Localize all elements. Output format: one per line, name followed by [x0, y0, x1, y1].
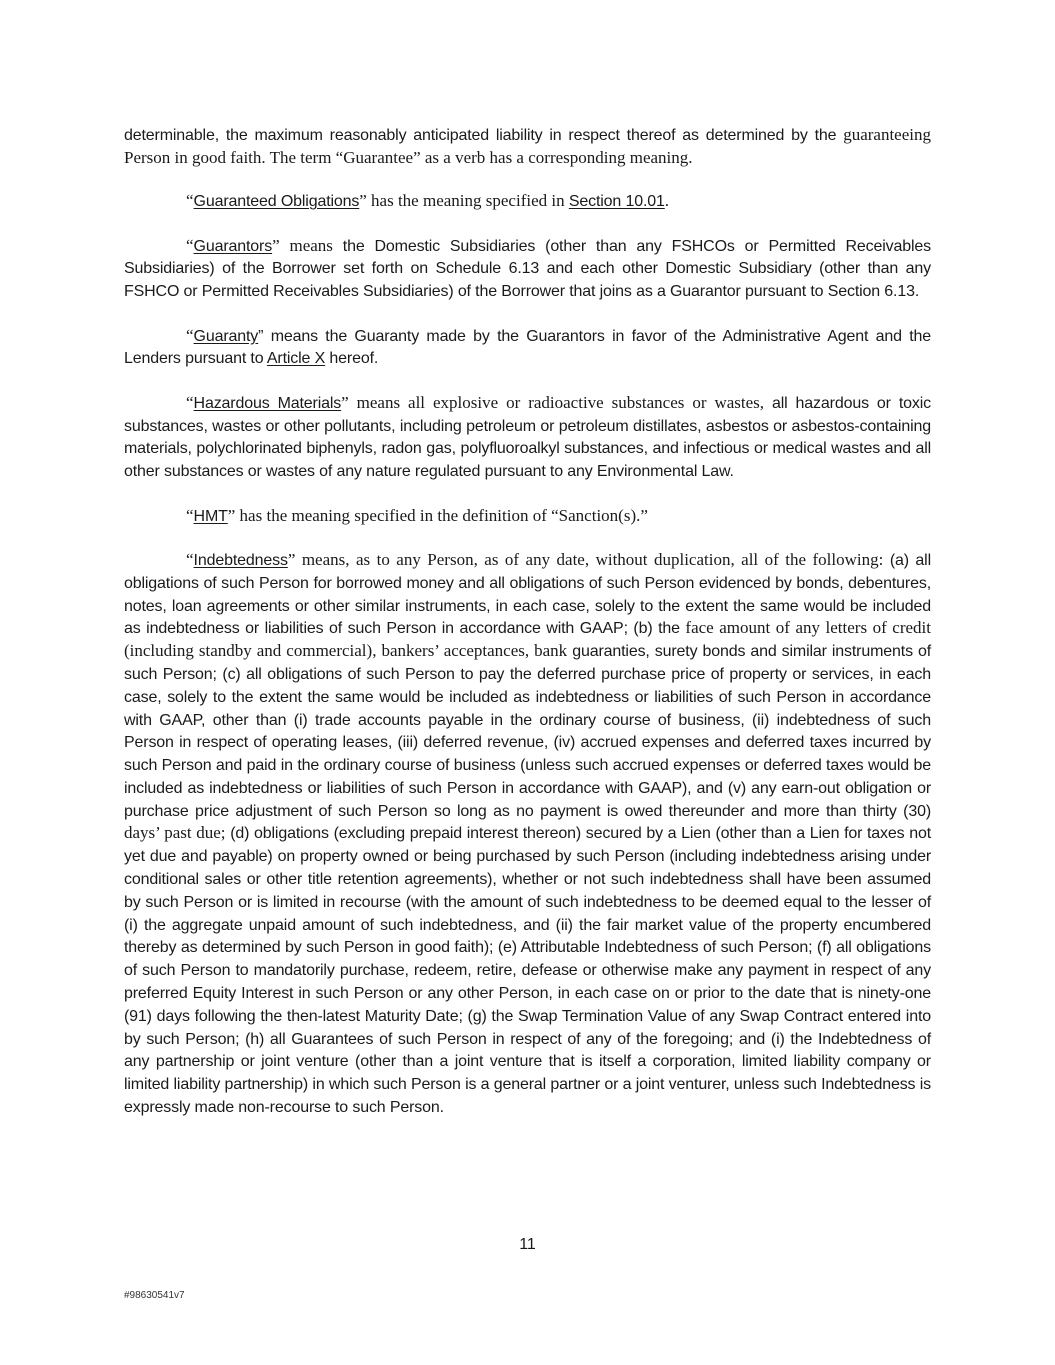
- quote-mark: “: [186, 191, 194, 211]
- quote-mark: “: [186, 505, 194, 525]
- article-reference: Article X: [266, 350, 326, 368]
- definition-text: ” means the Guaranty made by the Guarantors in favor of the Administrative Agent and the Lenders pursuant to: [124, 327, 931, 368]
- quote-mark: “: [186, 325, 194, 345]
- definition-text: guaranties, surety bonds and similar instruments of such Person; (c) all obligations of such Person to pay the deferred purchase price of property or services, in each case, solely to the extent the same would be included as indebtedness or liabilities of such Person in accordance with GAAP, other than (i) trade accounts payable in the ordinary course of business, (ii) indebtedness of such Person in respect of operating leases, (iii) deferred revenue, (iv) accrued expenses and deferred taxes incurred by such Person and paid in the ordinary course of business (unless such accrued expenses or deferred taxes would be included as indebtedness or liabilities of such Person in accordance with GAAP), and (v) any earn-out obligation or purchase price adjustment of such Person so long as no payment is owed thereunder and more than thirty (30): [124, 643, 932, 820]
- defined-term: Guarantors: [193, 237, 273, 255]
- definition-text: ” means all explosive or radioactive substances or wastes,: [341, 392, 772, 412]
- document-id: #98630541v7: [124, 1290, 185, 1301]
- definition-text: ” has the meaning specified in the definition of “Sanction(s).”: [227, 505, 648, 525]
- definition-text: ” has the meaning specified in: [359, 191, 569, 211]
- quote-mark: “: [186, 392, 194, 412]
- definition-text: (d) obligations (excluding prepaid interest thereon) secured by a Lien (other than a Lien for taxes not yet due and payable) on property owned or being purchased by such Person (including indebtedness arising under conditional sales or other title retention agreements), whether or not such indebtedness shall have been assumed by such Person or is limited in recourse (with the amount of such indebtedness to be deemed equal to the lesser of (i) the aggregate unpaid amount of such indebtedness, and (ii) the fair market value of the property encumbered thereby as determined by such Person in good faith); (e) Attributable Indebtedness of such Person; (f) all obligations of such Person to mandatorily purchase, redeem, retire, defease or otherwise make any payment in respect of any preferred Equity Interest in such Person or any other Person, in each case on or prior to the date that is ninety-one (91) days following the then-latest Maturity Date; (g) the Swap Termination Value of any Swap Contract entered into by such Person; (h) all Guarantees of such Person in respect of any of the foregoing; and (i) the Indebtedness of any partnership or joint venture (other than a joint venture that is itself a corporation, limited liability company or limited liability partnership) in which such Person is a general partner or a joint venturer, unless such Indebtedness is expressly made non-recourse to such Person.: [124, 825, 931, 1117]
- quote-mark: “: [186, 235, 194, 255]
- definition-text: (a) all obligations of such Person for borrowed money and all obligations of such Person evidenced by bonds, debentures, notes, loan agreements or other similar instruments, in each case, solely to the extent the same would be included as indebtedness or liabilities of such Person in accordance with GAAP; (b) the: [124, 551, 931, 638]
- definition-indebtedness: [124, 549, 931, 1119]
- definition-text: days’ past due;: [124, 823, 226, 843]
- document-body: [124, 124, 931, 1140]
- section-reference: Section 10.01: [568, 193, 665, 211]
- definition-text: face amount of any letters of credit (including standby and commercial), bankers’ acceptances, bank: [124, 618, 931, 661]
- defined-term: Indebtedness: [193, 551, 288, 569]
- paragraph-text: determinable, the maximum reasonably anticipated liability in respect thereof as determined by the: [124, 127, 837, 144]
- definition-text: all hazardous or toxic substances, wastes or other pollutants, including petroleum or petroleum distillates, asbestos or asbestos-containing materials, polychlorinated biphenyls, radon gas, polyfluoroalkyl substances, and infectious or medical wastes and all other substances or wastes of any nature regulated pursuant to any Environmental Law.: [124, 394, 931, 481]
- paragraph-text: guaranteeing Person in good faith. The term “Guarantee” as a verb has a corresponding meaning.: [124, 125, 931, 167]
- definition-text: ” means: [272, 235, 343, 255]
- page-number: 11: [519, 1236, 536, 1253]
- quote-mark: “: [186, 549, 194, 569]
- paragraph-guarantee-continuation: [124, 124, 931, 169]
- definition-guaranty: [124, 325, 931, 371]
- defined-term: Guaranteed Obligations: [193, 193, 360, 211]
- definition-hazardous-materials: [124, 392, 931, 483]
- defined-term: HMT: [193, 507, 228, 525]
- definition-text: the Domestic Subsidiaries (other than any FSHCOs or Permitted Receivables Subsidiaries) of the Borrower set forth on Schedule 6.13 and each other Domestic Subsidiary (other than any FSHCO or Permitted Receivables Subsidiaries) of the Borrower that joins as a Guarantor pursuant to Section 6.13.: [124, 237, 931, 301]
- punctuation: .: [664, 191, 670, 211]
- definition-guarantors: [124, 235, 931, 303]
- defined-term: Guaranty: [193, 327, 259, 345]
- definition-guaranteed-obligations: [124, 190, 931, 213]
- defined-term: Hazardous Materials: [193, 394, 342, 412]
- definition-text: ” means, as to any Person, as of any date, without duplication, all of the following:: [287, 549, 884, 569]
- definition-text: hereof.: [325, 350, 379, 368]
- definition-hmt: [124, 505, 931, 528]
